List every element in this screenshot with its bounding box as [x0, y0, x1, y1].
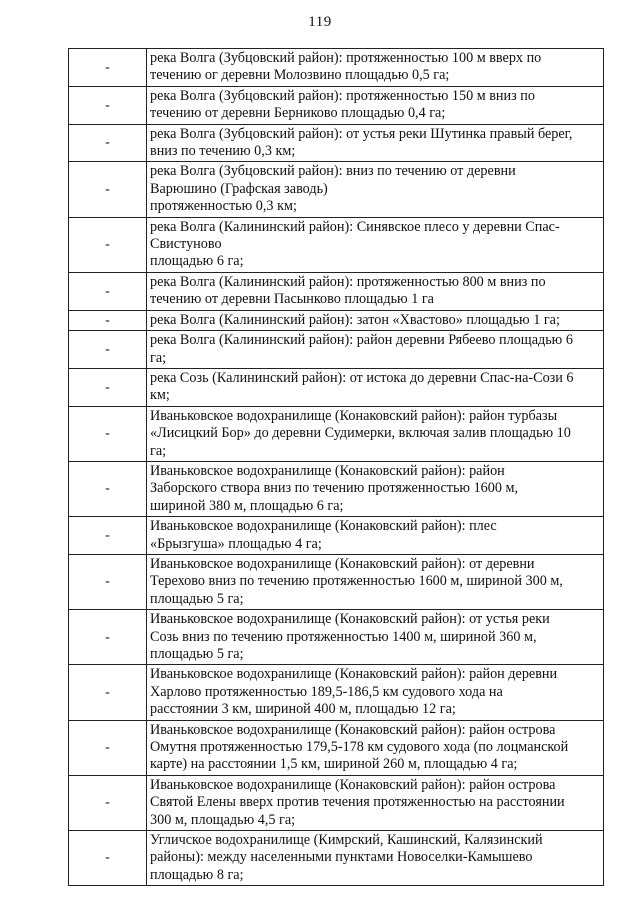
description-line: га;: [150, 349, 167, 366]
page-number: 119: [308, 14, 332, 30]
description-line: Иваньковское водохранилище (Конаковский район): от деревни: [150, 555, 535, 572]
description-line: площадью 6 га;: [150, 253, 244, 270]
row-description: [147, 720, 604, 775]
row-marker: -: [69, 461, 147, 516]
table-row: [69, 720, 604, 775]
description-line: шириной 380 м, площадью 6 га;: [150, 497, 344, 514]
description-line: река Волга (Зубцовский район): вниз по течению от деревни: [150, 163, 516, 180]
row-marker: -: [69, 124, 147, 162]
row-description: [147, 554, 604, 609]
row-marker: -: [69, 162, 147, 217]
table-row: [69, 610, 604, 665]
row-description: [147, 162, 604, 217]
row-description: [147, 217, 604, 272]
description-line: река Волга (Калининский район): затон «Хвастово» площадью 1 га;: [150, 311, 560, 328]
row-description: [147, 368, 604, 406]
description-line: Святой Елены вверх против течения протяженностью на расстоянии: [150, 794, 565, 811]
description-line: Созь вниз по течению протяженностью 1400 м, шириной 360 м,: [150, 628, 537, 645]
table-row: [69, 124, 604, 162]
table-row: [69, 86, 604, 124]
table-row: [69, 310, 604, 330]
table-row: [69, 406, 604, 461]
row-marker: -: [69, 720, 147, 775]
description-line: течению от деревни Пасынково площадью 1 га: [150, 291, 434, 308]
table-row: [69, 368, 604, 406]
description-line: Угличское водохранилище (Кимрский, Кашинский, Калязинский: [150, 832, 543, 849]
table-row: [69, 665, 604, 720]
row-description: [147, 775, 604, 830]
description-line: карте) на расстоянии 1,5 км, шириной 260 м, площадью 4 га;: [150, 756, 518, 773]
row-description: [147, 49, 604, 87]
table-body: [69, 49, 604, 886]
description-line: Иваньковское водохранилище (Конаковский район): район острова: [150, 776, 556, 793]
row-marker: -: [69, 86, 147, 124]
description-line: Иваньковское водохранилище (Конаковский район): плес: [150, 518, 497, 535]
description-line: река Волга (Калининский район): Синявское плесо у деревни Спас-: [150, 218, 560, 235]
description-line: река Волга (Калининский район): протяженностью 800 м вниз по: [150, 273, 546, 290]
regulation-table: [68, 48, 604, 886]
row-marker: -: [69, 831, 147, 886]
table-row: [69, 217, 604, 272]
description-line: площадью 8 га;: [150, 866, 244, 883]
description-line: км;: [150, 387, 170, 404]
row-description: [147, 124, 604, 162]
description-line: Иваньковское водохранилище (Конаковский район): район острова: [150, 721, 556, 738]
row-marker: -: [69, 406, 147, 461]
description-line: река Волга (Зубцовский район): протяженностью 100 м вверх по: [150, 50, 542, 66]
description-line: Иваньковское водохранилище (Конаковский район): от устья реки: [150, 611, 550, 628]
row-description: [147, 272, 604, 310]
row-description: [147, 665, 604, 720]
table-row: [69, 775, 604, 830]
row-marker: -: [69, 217, 147, 272]
description-line: река Волга (Калининский район): район деревни Рябеево площадью 6: [150, 332, 573, 349]
description-line: течению от деревни Берниково площадью 0,4 га;: [150, 105, 446, 122]
description-line: Иваньковское водохранилище (Конаковский район): район турбазы: [150, 407, 558, 424]
row-description: [147, 461, 604, 516]
description-line: площадью 5 га;: [150, 646, 244, 662]
row-marker: -: [69, 368, 147, 406]
description-line: га;: [150, 442, 167, 459]
table-row: [69, 272, 604, 310]
row-marker: -: [69, 517, 147, 555]
description-line: протяженностью 0,3 км;: [150, 198, 297, 215]
row-marker: -: [69, 310, 147, 330]
row-description: [147, 517, 604, 555]
table-row: [69, 461, 604, 516]
description-line: Свистуново: [150, 236, 222, 253]
row-marker: -: [69, 554, 147, 609]
description-line: река Волга (Зубцовский район): от устья реки Шутинка правый берег,: [150, 125, 573, 142]
row-marker: -: [69, 272, 147, 310]
table-row: [69, 162, 604, 217]
description-line: районы): между населенными пунктами Новоселки-Камышево: [150, 849, 533, 866]
table-row: [69, 49, 604, 87]
row-description: [147, 406, 604, 461]
description-line: Терехово вниз по течению протяженностью 1600 м, шириной 300 м,: [150, 573, 563, 590]
description-line: Варюшино (Графская заводь): [150, 180, 328, 197]
table-row: [69, 554, 604, 609]
table-row: [69, 517, 604, 555]
description-line: 300 м, площадью 4,5 га;: [150, 811, 296, 828]
description-line: «Лисицкий Бор» до деревни Судимерки, включая залив площадью 10: [150, 425, 571, 442]
description-line: Заборского створа вниз по течению протяженностью 1600 м,: [150, 480, 519, 497]
description-line: Иваньковское водохранилище (Конаковский район): район: [150, 462, 505, 479]
row-description: [147, 86, 604, 124]
table-row: [69, 331, 604, 369]
description-line: вниз по течению 0,3 км;: [150, 143, 296, 160]
row-description: [147, 310, 604, 330]
row-marker: -: [69, 49, 147, 87]
description-line: течению ог деревни Молозвино площадью 0,5 га;: [150, 67, 450, 84]
row-marker: -: [69, 610, 147, 665]
row-marker: -: [69, 775, 147, 830]
description-line: Иваньковское водохранилище (Конаковский район): район деревни: [150, 666, 558, 683]
description-line: Омутня протяженностью 179,5-178 км судового хода (по лоцманской: [150, 739, 569, 756]
table-row: [69, 831, 604, 886]
row-description: [147, 331, 604, 369]
description-line: расстоянии 3 км, шириной 400 м, площадью 12 га;: [150, 701, 456, 718]
row-description: [147, 831, 604, 886]
row-marker: -: [69, 665, 147, 720]
description-line: «Брызгуша» площадью 4 га;: [150, 535, 322, 552]
row-marker: -: [69, 331, 147, 369]
description-line: река Созь (Калининский район): от истока до деревни Спас-на-Сози 6: [150, 369, 574, 386]
description-line: Харлово протяженностью 189,5-186,5 км судового хода на: [150, 683, 503, 700]
description-line: площадью 5 га;: [150, 590, 244, 607]
row-description: [147, 610, 604, 665]
description-line: река Волга (Зубцовский район): протяженностью 150 м вниз по: [150, 87, 535, 104]
